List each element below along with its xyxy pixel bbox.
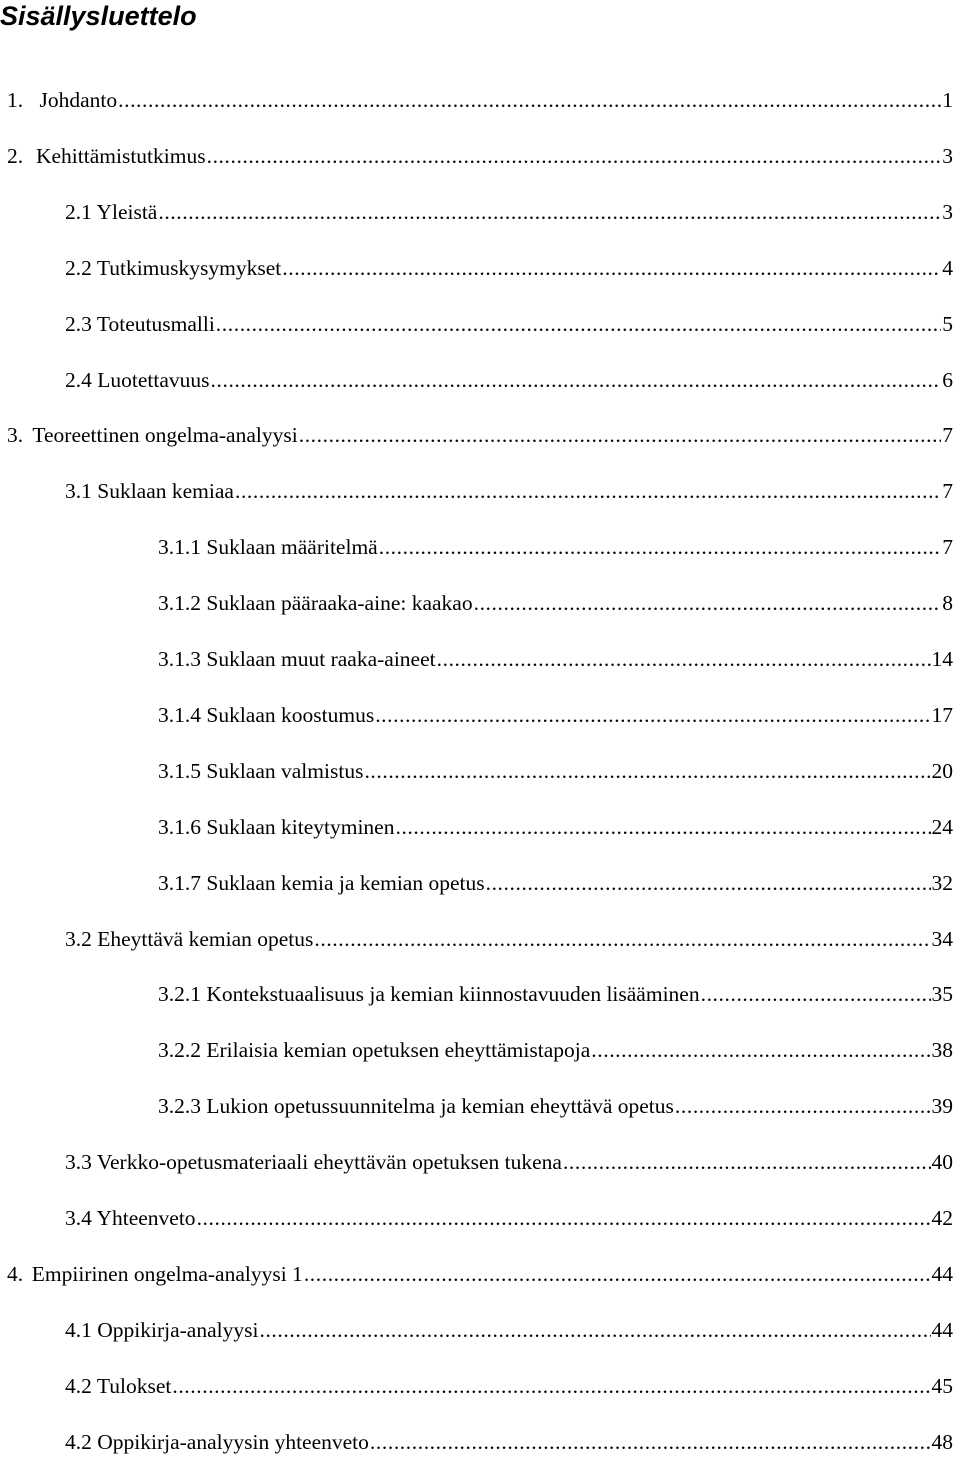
- toc-entry[interactable]: [158, 811, 953, 841]
- toc-entry-number: 3.: [7, 423, 24, 448]
- toc-dot-leader: [437, 645, 931, 673]
- toc-page-number: 42: [931, 1206, 953, 1230]
- toc-dot-leader: [379, 533, 942, 561]
- toc-page-number: 40: [931, 1150, 953, 1175]
- toc-entry[interactable]: [65, 923, 953, 953]
- toc-entry[interactable]: [158, 643, 953, 673]
- toc-entry-title: Empiirinen ongelma-analyysi 1: [31, 1261, 303, 1286]
- toc-entry-title: Kehittämistutkimus: [35, 143, 206, 168]
- toc-entry[interactable]: [7, 84, 953, 114]
- toc-entry[interactable]: [65, 1370, 953, 1400]
- toc-entry-title: Teoreettinen ongelma-analyysi: [32, 423, 298, 448]
- toc-entry[interactable]: [65, 364, 953, 394]
- toc-entry-title: 3.1.5 Suklaan valmistus: [158, 758, 364, 783]
- toc-entry-number: 1.: [7, 88, 24, 112]
- toc-page-number: 4: [942, 255, 953, 280]
- toc-dot-leader: [591, 1036, 930, 1064]
- toc-dot-leader: [282, 254, 941, 282]
- toc-page-number: 34: [931, 926, 953, 951]
- toc-entry[interactable]: [65, 1202, 953, 1232]
- toc-page-number: 35: [931, 982, 953, 1007]
- toc-entry-title: 3.2.2 Erilaisia kemian opetuksen eheyttämistapoja: [158, 1038, 591, 1063]
- toc-entry-title: 2.3 Toteutusmalli: [65, 311, 215, 336]
- toc-entry[interactable]: [158, 1090, 953, 1120]
- page-title: Sisällysluettelo: [0, 1, 197, 31]
- toc-entry[interactable]: [65, 196, 953, 226]
- toc-page-number: 39: [931, 1094, 953, 1119]
- toc-entry[interactable]: [65, 1314, 953, 1344]
- toc-dot-leader: [375, 701, 930, 729]
- toc-page-number: 20: [931, 758, 953, 783]
- toc-dot-leader: [207, 142, 942, 170]
- toc-dot-leader: [118, 86, 941, 114]
- toc-dot-leader: [299, 421, 942, 449]
- toc-dot-leader: [235, 477, 941, 505]
- toc-entry-title: Johdanto: [39, 88, 118, 112]
- toc-page-number: 6: [942, 367, 953, 392]
- toc-page-number: 44: [931, 1261, 953, 1286]
- toc-page-number: 7: [942, 479, 953, 504]
- toc-page-number: 14: [931, 647, 953, 671]
- toc-dot-leader: [158, 198, 941, 226]
- toc-dot-leader: [172, 1372, 930, 1400]
- toc-entry-title: 4.1 Oppikirja-analyysi: [65, 1317, 259, 1342]
- toc-entry[interactable]: [65, 252, 953, 282]
- toc-dot-leader: [197, 1204, 931, 1232]
- toc-dot-leader: [370, 1428, 931, 1456]
- toc-entry[interactable]: [158, 755, 953, 785]
- toc-entry[interactable]: [65, 1146, 953, 1176]
- toc-dot-leader: [216, 310, 941, 338]
- toc-entry-title: 3.1.1 Suklaan määritelmä: [158, 535, 378, 560]
- toc-page-number: 3: [942, 143, 953, 168]
- toc-page-number: 7: [942, 535, 953, 560]
- toc-dot-leader: [259, 1316, 930, 1344]
- toc-page-number: 38: [931, 1038, 953, 1063]
- toc-dot-leader: [563, 1148, 931, 1176]
- toc-entry[interactable]: [7, 140, 953, 170]
- toc-entry[interactable]: [65, 1426, 953, 1456]
- toc-entry[interactable]: [158, 699, 953, 729]
- toc-entry[interactable]: [158, 587, 953, 617]
- toc-page-number: 17: [931, 702, 953, 727]
- toc-dot-leader: [701, 980, 931, 1008]
- toc-dot-leader: [486, 869, 931, 897]
- toc-entry-title: 3.1 Suklaan kemiaa: [65, 479, 234, 504]
- toc-page-number: 24: [931, 814, 953, 839]
- toc-entry[interactable]: [158, 1034, 953, 1064]
- toc-entry-title: 3.1.6 Suklaan kiteytyminen: [158, 814, 395, 839]
- toc-entry-title: 3.1.4 Suklaan koostumus: [158, 702, 375, 727]
- toc-entry-number: 2.: [7, 143, 24, 168]
- toc-entry-title: 2.4 Luotettavuus: [65, 367, 210, 392]
- toc-dot-leader: [304, 1260, 931, 1288]
- toc-entry[interactable]: [158, 867, 953, 897]
- toc-entry-title: 3.1.2 Suklaan pääraaka-aine: kaakao: [158, 591, 473, 616]
- toc-dot-leader: [314, 925, 930, 953]
- toc-dot-leader: [211, 366, 942, 394]
- toc-entry-title: 2.2 Tutkimuskysymykset: [65, 255, 282, 280]
- toc-page-number: 5: [942, 311, 953, 336]
- toc-page-number: 1: [942, 88, 953, 112]
- toc-entry[interactable]: [158, 531, 953, 561]
- toc-page-number: 48: [931, 1429, 953, 1454]
- toc-dot-leader: [474, 589, 942, 617]
- toc-page-number: 8: [942, 591, 953, 616]
- toc-page-number: 44: [931, 1317, 953, 1342]
- toc-entry-number: 4.: [7, 1261, 24, 1286]
- toc-dot-leader: [395, 813, 930, 841]
- toc-entry-title: 3.1.7 Suklaan kemia ja kemian opetus: [158, 870, 485, 895]
- toc-dot-leader: [364, 757, 930, 785]
- toc-entry-title: 3.3 Verkko-opetusmateriaali eheyttävän opetuksen tukena: [65, 1150, 562, 1175]
- toc-entry-title: 3.4 Yhteenveto: [65, 1206, 196, 1230]
- toc-entry-title: 3.2 Eheyttävä kemian opetus: [65, 926, 314, 951]
- toc-page-number: 7: [942, 423, 953, 448]
- toc-entry[interactable]: [7, 1258, 953, 1288]
- toc-entry-title: 3.2.3 Lukion opetussuunnitelma ja kemian eheyttävä opetus: [158, 1094, 674, 1119]
- toc-entry-title: 2.1 Yleistä: [65, 199, 158, 224]
- toc-page-number: 45: [931, 1373, 953, 1398]
- toc-entry[interactable]: [158, 978, 953, 1008]
- toc-entry-title: 3.1.3 Suklaan muut raaka-aineet: [158, 647, 436, 671]
- toc-entry[interactable]: [7, 419, 953, 449]
- toc-entry-title: 4.2 Tulokset: [65, 1373, 172, 1398]
- toc-page-number: 3: [942, 199, 953, 224]
- toc-entry[interactable]: [65, 475, 953, 505]
- toc-page-number: 32: [931, 870, 953, 895]
- toc-entry[interactable]: [65, 308, 953, 338]
- toc-entry-title: 4.2 Oppikirja-analyysin yhteenveto: [65, 1429, 369, 1454]
- toc-dot-leader: [675, 1092, 931, 1120]
- toc-entry-title: 3.2.1 Kontekstuaalisuus ja kemian kiinnostavuuden lisääminen: [158, 982, 700, 1007]
